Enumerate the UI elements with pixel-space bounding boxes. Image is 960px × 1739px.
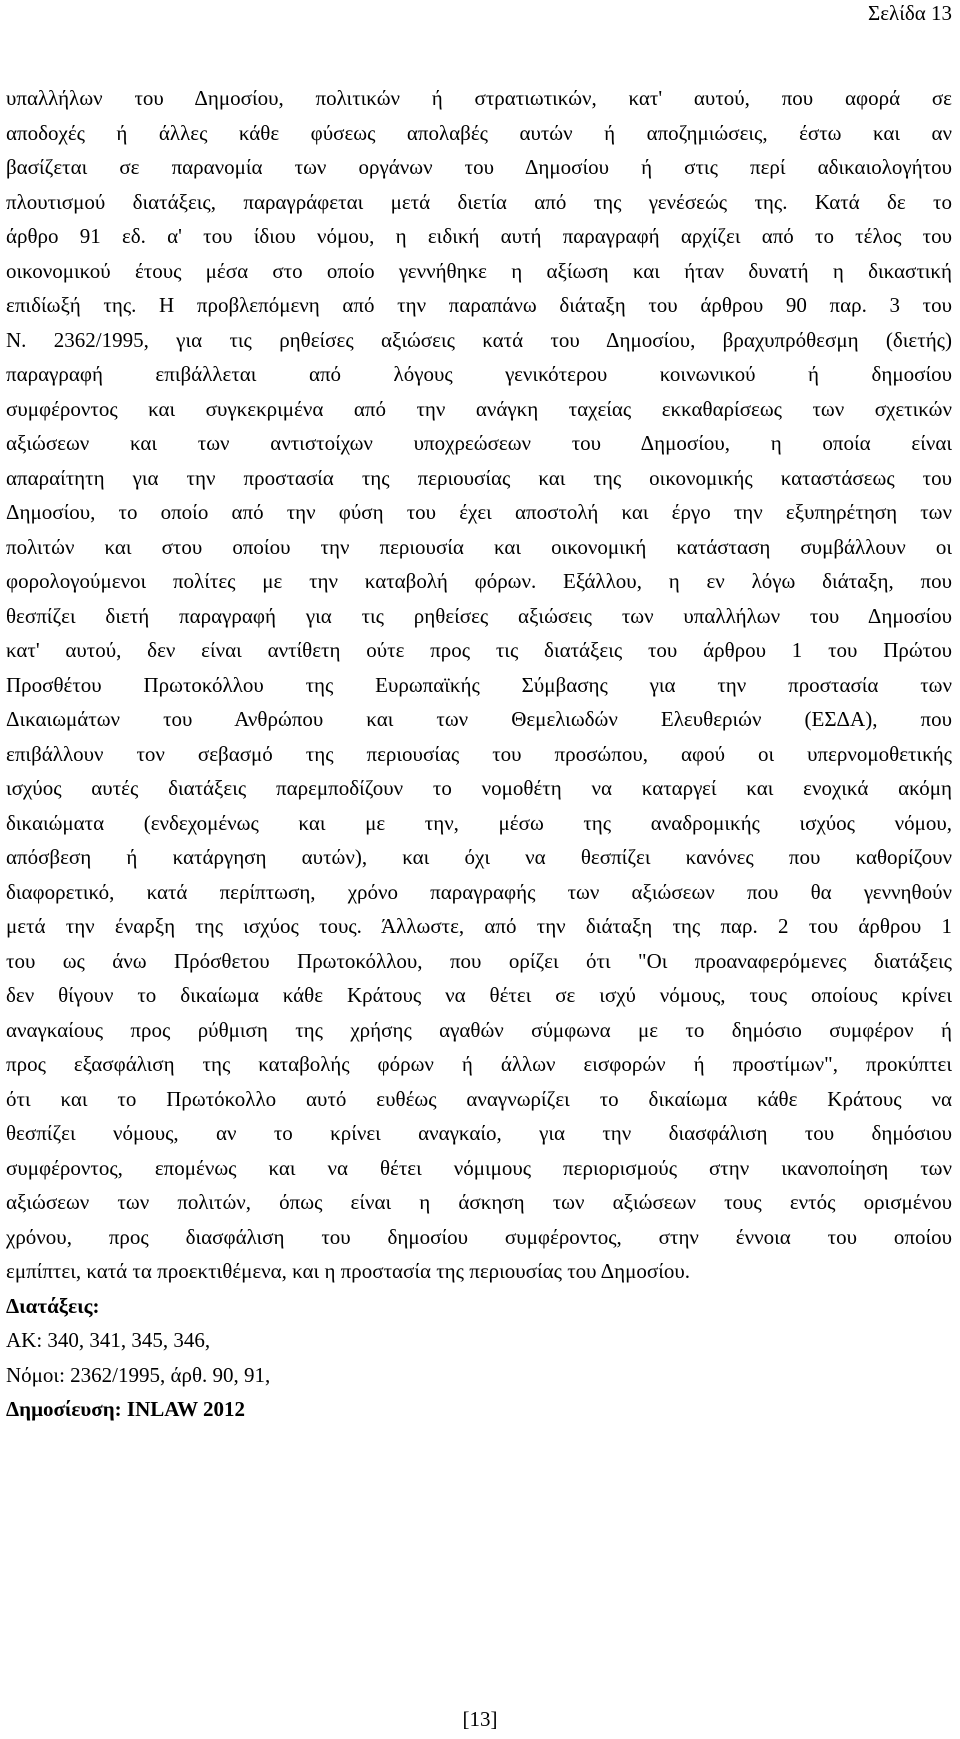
body-line: συμφέροντος και συγκεκριμένα από την ανάγκη ταχείας εκκαθαρίσεως των σχετικών — [6, 396, 952, 421]
ak-articles-line: ΑΚ: 340, 341, 345, 346, — [6, 1328, 211, 1352]
body-line: αποδοχές ή άλλες κάθε φύσεως απολαβές αυτών ή αποζημιώσεις, έστω και αν — [6, 120, 952, 145]
body-line: οικονομικού έτους μέσα στο οποίο γεννήθηκε η αξίωση και ήταν δυνατή η δικαστική — [6, 258, 952, 283]
body-line: αξιώσεων και των αντιστοίχων υποχρεώσεων του Δημοσίου, η οποία είναι — [6, 431, 952, 455]
body-line: απαραίτητη για την προστασία της περιουσίας και της οικονομικής καταστάσεως του — [6, 465, 952, 490]
body-line: πολιτών και στου οποίου την περιουσία και οικονομική κατάσταση συμβάλλουν οι — [6, 534, 952, 559]
body-line: υπαλλήλων του Δημοσίου, πολιτικών ή στρατιωτικών, κατ' αυτού, που αφορά σε — [6, 86, 952, 110]
body-line: θεσπίζει διετή παραγραφή για τις ρηθείσες αξιώσεις των υπαλλήλων του Δημοσίου — [6, 603, 952, 628]
body-line: συμφέροντος, επομένως και να θέτει νόμιμους περιορισμούς στην ικανοποίηση των — [6, 1155, 952, 1180]
body-line: Δικαιωμάτων του Ανθρώπου και των Θεμελιωδών Ελευθεριών (ΕΣΔΑ), που — [6, 707, 952, 731]
body-line: αναγκαίους προς ρύθμιση της χρήσης αγαθών σύμφωνα με το δημόσιο συμφέρον ή — [6, 1017, 952, 1042]
body-line: άρθρο 91 εδ. α' του ίδιου νόμου, η ειδική αυτή παραγραφή αρχίζει από το τέλος του — [6, 224, 952, 248]
body-line: προς εξασφάλιση της καταβολής φόρων ή άλλων εισφορών ή προστίμων", προκύπτει — [6, 1052, 952, 1076]
body-line-last: εμπίπτει, κατά τα προεκτιθέμενα, και η προστασία της περιουσίας του Δημοσίου. — [6, 1259, 691, 1283]
provisions-heading: Διατάξεις: — [6, 1293, 100, 1318]
body-line: αξιώσεων των πολιτών, όπως είναι η άσκηση των αξιώσεων τους εντός ορισμένου — [6, 1190, 952, 1214]
body-line: δεν θίγουν το δικαίωμα κάθε Κράτους να θέτει σε ισχύ νόμους, τους οποίους κρίνει — [6, 983, 952, 1007]
body-line: διαφορετικό, κατά περίπτωση, χρόνο παραγραφής των αξιώσεων που θα γεννηθούν — [6, 879, 952, 904]
body-line: επιδίωξή της. Η προβλεπόμενη από την παραπάνω διάταξη του άρθρου 90 παρ. 3 του — [6, 293, 952, 317]
body-line: απόσβεση ή κατάργηση αυτών), και όχι να θεσπίζει κανόνες που καθορίζουν — [6, 845, 952, 869]
body-line: ισχύος αυτές διατάξεις παρεμποδίζουν το νομοθέτη να καταργεί και ενοχικά ακόμη — [6, 776, 952, 800]
body-line: Δημοσίου, το οποίο από την φύση του έχει αποστολή και έργο την εξυπηρέτηση των — [6, 500, 952, 524]
body-line: χρόνου, προς διασφάλιση του δημοσίου συμφέροντος, στην έννοια του οποίου — [6, 1224, 952, 1249]
publication-line: Δημοσίευση: INLAW 2012 — [6, 1397, 245, 1421]
body-line: Ν. 2362/1995, για τις ρηθείσες αξιώσεις κατά του Δημοσίου, βραχυπρόθεσμη (διετής) — [6, 327, 952, 352]
body-line: παραγραφή επιβάλλεται από λόγους γενικότερου κοινωνικού ή δημοσίου — [6, 362, 952, 386]
body-line: κατ' αυτού, δεν είναι αντίθετη ούτε προς τις διατάξεις του άρθρου 1 του Πρώτου — [6, 638, 952, 662]
body-line: φορολογούμενοι πολίτες με την καταβολή φόρων. Εξάλλου, η εν λόγω διάταξη, που — [6, 569, 952, 593]
body-line: Προσθέτου Πρωτοκόλλου της Ευρωπαϊκής Σύμβασης για την προστασία των — [6, 672, 952, 697]
body-line: μετά την έναρξη της ισχύος τους. Άλλωστε, από την διάταξη της παρ. 2 του άρθρου 1 — [6, 914, 952, 938]
document-body — [6, 81, 952, 1427]
page-header-label: Σελίδα 13 — [867, 1, 952, 25]
body-line: δικαιώματα (ενδεχομένως και με την, μέσω της αναδρομικής ισχύος νόμου, — [6, 810, 952, 835]
body-line: επιβάλλουν τον σεβασμό της περιουσίας του προσώπου, αφού οι υπερνομοθετικής — [6, 741, 952, 766]
body-line: πλουτισμού διατάξεις, παραγράφεται μετά διετία από της γενέσεώς της. Κατά δε το — [6, 189, 952, 214]
body-line: ότι και το Πρωτόκολλο αυτό ευθέως αναγνωρίζει το δικαίωμα κάθε Κράτους να — [6, 1086, 952, 1111]
laws-line: Νόμοι: 2362/1995, άρθ. 90, 91, — [6, 1362, 271, 1387]
footer-page-number: [13] — [462, 1707, 498, 1731]
body-line: του ως άνω Πρόσθετου Πρωτοκόλλου, που ορίζει ότι "Οι προαναφερόμενες διατάξεις — [6, 948, 952, 973]
body-line: βασίζεται σε παρανομία των οργάνων του Δημοσίου ή στις περί αδικαιολογήτου — [6, 155, 952, 179]
body-line: θεσπίζει νόμους, αν το κρίνει αναγκαίο, για την διασφάλιση του δημόσιου — [6, 1121, 952, 1145]
